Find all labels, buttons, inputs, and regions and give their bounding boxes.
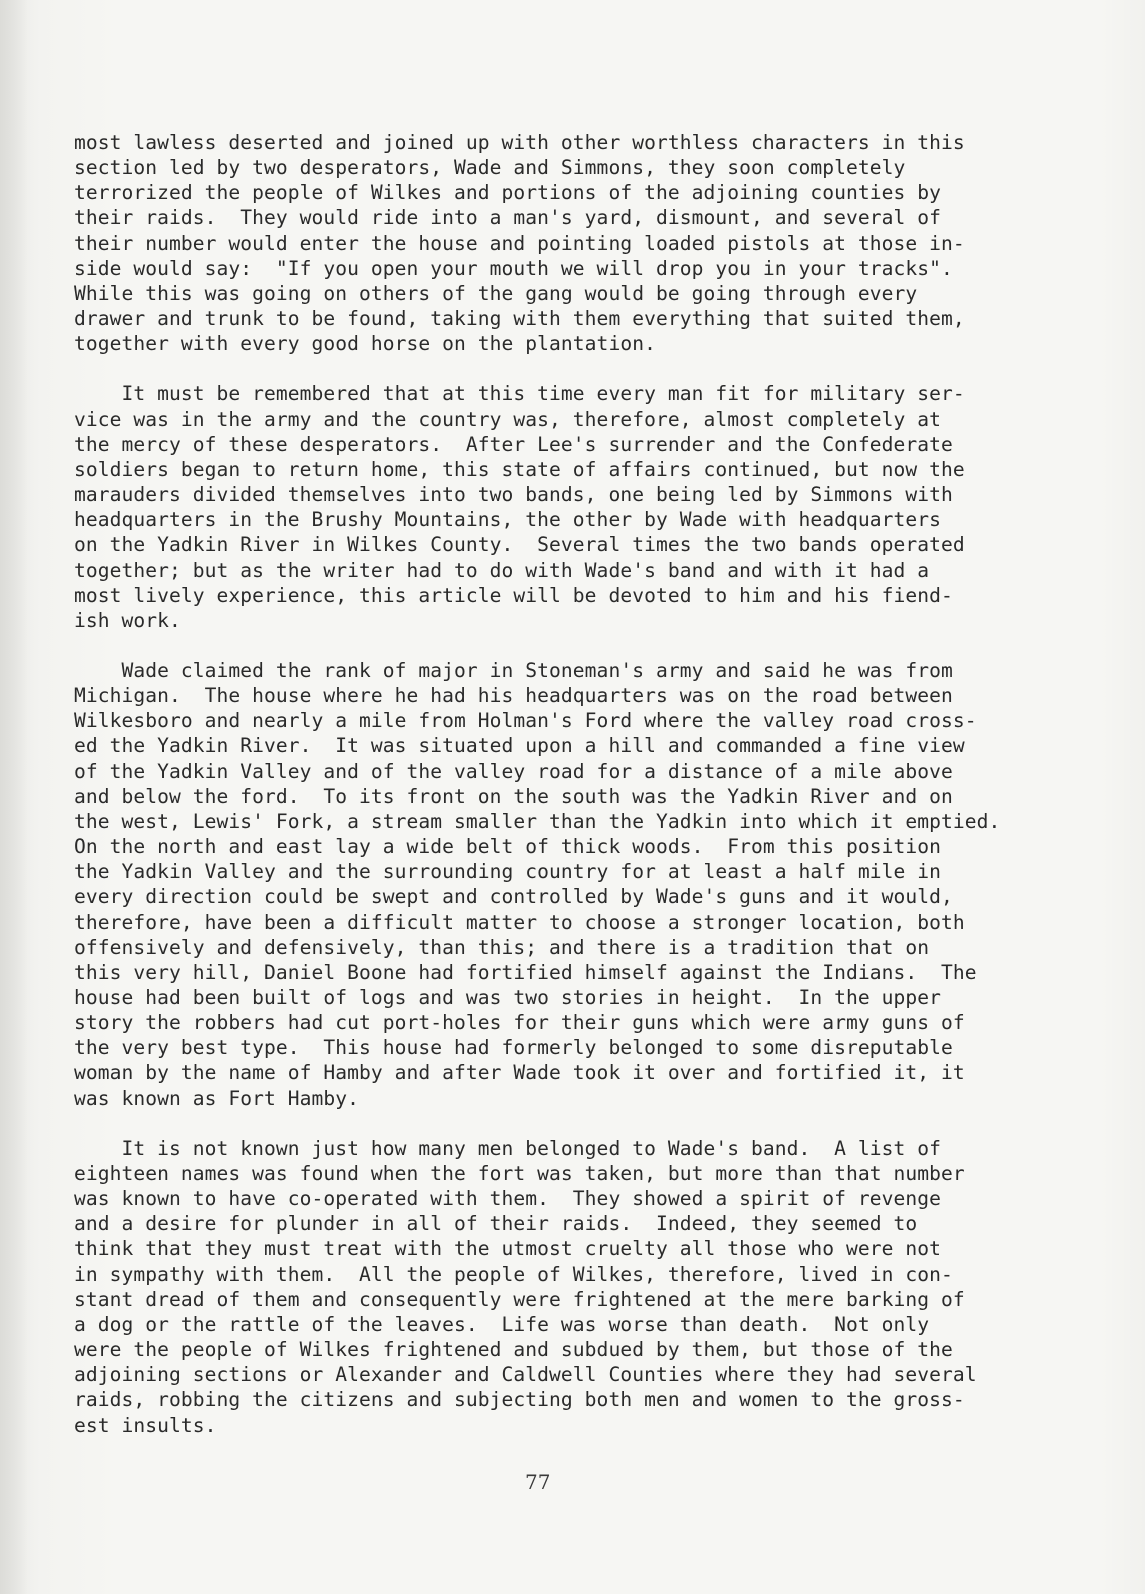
- text-line: in sympathy with them. All the people of Wilkes, therefore, lived in con-: [74, 1262, 953, 1286]
- text-line: marauders divided themselves into two bands, one being led by Simmons with: [74, 483, 953, 507]
- text-line: the very best type. This house had formerly belonged to some disreputable: [74, 1036, 953, 1060]
- paragraph-1: [74, 130, 1074, 356]
- paragraph-2: [74, 381, 1074, 633]
- text-line: Wilkesboro and nearly a mile from Holman's Ford where the valley road cross-: [74, 709, 977, 733]
- page-number: 77: [525, 1470, 551, 1494]
- text-line: was known to have co-operated with them. They showed a spirit of revenge: [74, 1187, 941, 1211]
- text-line: most lawless deserted and joined up with other worthless characters in this: [74, 131, 965, 154]
- text-line: vice was in the army and the country was, therefore, almost completely at: [74, 407, 941, 431]
- text-line: was known as Fort Hamby.: [74, 1086, 360, 1110]
- text-line: drawer and trunk to be found, taking with them everything that suited them,: [74, 307, 965, 331]
- text-line: story the robbers had cut port-holes for their guns which were army guns of: [74, 1011, 965, 1035]
- text-line: on the Yadkin River in Wilkes County. Several times the two bands operated: [74, 533, 965, 557]
- binding-shadow: [0, 0, 28, 1594]
- text-line: Wade claimed the rank of major in Stoneman's army and said he was from: [74, 658, 953, 682]
- text-line: Michigan. The house where he had his headquarters was on the road between: [74, 684, 953, 708]
- text-line: therefore, have been a difficult matter to choose a stronger location, both: [74, 910, 965, 934]
- text-line: side would say: "If you open your mouth we will drop you in your tracks".: [74, 256, 953, 280]
- text-line: their raids. They would ride into a man's yard, dismount, and several of: [74, 206, 941, 230]
- text-line: every direction could be swept and controlled by Wade's guns and it would,: [74, 885, 953, 909]
- body-text: [74, 130, 1074, 1438]
- text-line: most lively experience, this article will be devoted to him and his fiend-: [74, 583, 953, 607]
- text-line: were the people of Wilkes frightened and subdued by them, but those of the: [74, 1338, 953, 1362]
- text-line: It is not known just how many men belonged to Wade's band. A list of: [74, 1136, 941, 1160]
- text-line: and below the ford. To its front on the south was the Yadkin River and on: [74, 784, 953, 808]
- text-line: While this was going on others of the gang would be going through every: [74, 281, 918, 305]
- text-line: their number would enter the house and pointing loaded pistols at those in-: [74, 231, 965, 255]
- text-line: est insults.: [74, 1413, 217, 1437]
- text-line: ish work.: [74, 608, 181, 632]
- text-line: eighteen names was found when the fort was taken, but more than that number: [74, 1161, 965, 1185]
- paragraph-4: [74, 1136, 1074, 1438]
- text-line: On the north and east lay a wide belt of thick woods. From this position: [74, 835, 941, 859]
- text-line: a dog or the rattle of the leaves. Life was worse than death. Not only: [74, 1312, 930, 1336]
- text-line: together; but as the writer had to do with Wade's band and with it had a: [74, 558, 930, 582]
- text-line: together with every good horse on the plantation.: [74, 332, 656, 356]
- text-line: It must be remembered that at this time every man fit for military ser-: [74, 382, 965, 406]
- text-line: the Yadkin Valley and the surrounding country for at least a half mile in: [74, 860, 941, 884]
- text-line: the mercy of these desperators. After Lee's surrender and the Confederate: [74, 432, 953, 456]
- text-line: offensively and defensively, than this; and there is a tradition that on: [74, 935, 930, 959]
- text-line: this very hill, Daniel Boone had fortified himself against the Indians. The: [74, 960, 977, 984]
- text-line: ed the Yadkin River. It was situated upon a hill and commanded a fine view: [74, 734, 965, 758]
- text-line: headquarters in the Brushy Mountains, the other by Wade with headquarters: [74, 508, 941, 532]
- text-line: terrorized the people of Wilkes and portions of the adjoining counties by: [74, 181, 941, 205]
- text-line: stant dread of them and consequently were frightened at the mere barking of: [74, 1287, 965, 1311]
- text-line: think that they must treat with the utmost cruelty all those who were not: [74, 1237, 941, 1261]
- text-line: raids, robbing the citizens and subjecting both men and women to the gross-: [74, 1388, 965, 1412]
- text-line: and a desire for plunder in all of their raids. Indeed, they seemed to: [74, 1212, 918, 1236]
- text-line: soldiers began to return home, this state of affairs continued, but now the: [74, 457, 965, 481]
- text-line: house had been built of logs and was two stories in height. In the upper: [74, 986, 941, 1009]
- text-line: adjoining sections or Alexander and Caldwell Counties where they had several: [74, 1363, 977, 1387]
- text-line: the west, Lewis' Fork, a stream smaller than the Yadkin into which it emptied.: [74, 809, 1001, 833]
- text-line: of the Yadkin Valley and of the valley road for a distance of a mile above: [74, 759, 953, 783]
- text-line: woman by the name of Hamby and after Wade took it over and fortified it, it: [74, 1061, 965, 1085]
- paragraph-3: [74, 658, 1074, 1111]
- text-line: section led by two desperators, Wade and Simmons, they soon completely: [74, 156, 906, 180]
